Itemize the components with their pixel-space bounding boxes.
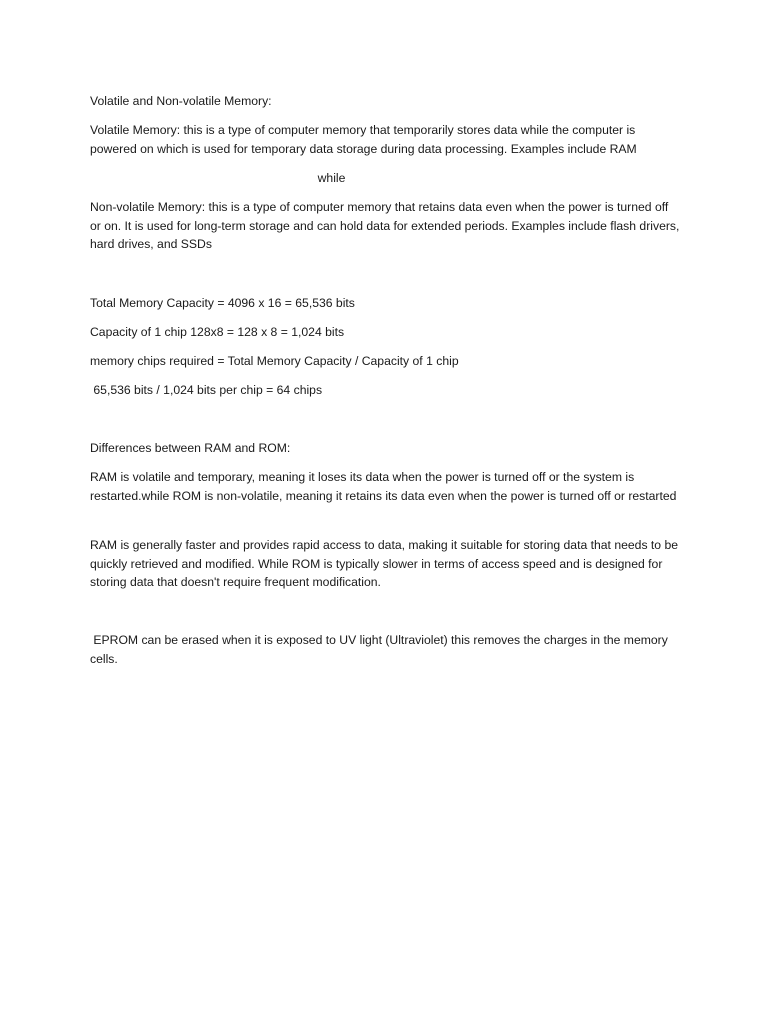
paragraph-nonvolatile-memory: Non-volatile Memory: this is a type of computer memory that retains data even when the power is turned off or on. It is used for long-term storage and can hold data for extended periods. Examples include flash drivers, hard drives, and SSDs (90, 200, 680, 252)
section-heading-memory: Volatile and Non-volatile Memory: (90, 94, 272, 108)
paragraph-difference-volatility: RAM is volatile and temporary, meaning it loses its data when the power is turned off or the system is restarted.while ROM is non-volatile, meaning it retains its data even when the power is turned off or restarted (90, 470, 677, 503)
calculation-total-capacity: Total Memory Capacity = 4096 x 16 = 65,536 bits (90, 296, 355, 310)
calculation-chips-required: memory chips required = Total Memory Capacity / Capacity of 1 chip (90, 354, 459, 368)
calculation-chip-capacity: Capacity of 1 chip 128x8 = 128 x 8 = 1,024 bits (90, 325, 345, 339)
calculation-result: 65,536 bits / 1,024 bits per chip = 64 chips (90, 383, 323, 397)
connector-word-while: while (317, 171, 346, 185)
paragraph-eprom: EPROM can be erased when it is exposed to UV light (Ultraviolet) this removes the charges in the memory cells. (90, 633, 672, 666)
paragraph-difference-speed: RAM is generally faster and provides rapid access to data, making it suitable for storing data that needs to be quickly retrieved and modified. While ROM is typically slower in terms of access speed and is designed for storing data that doesn't require frequent modification. (90, 538, 679, 590)
section-heading-differences: Differences between RAM and ROM: (90, 441, 291, 455)
paragraph-volatile-memory: Volatile Memory: this is a type of computer memory that temporarily stores data while the computer is powered on which is used for temporary data storage during data processing. Examples include RAM (90, 123, 637, 156)
